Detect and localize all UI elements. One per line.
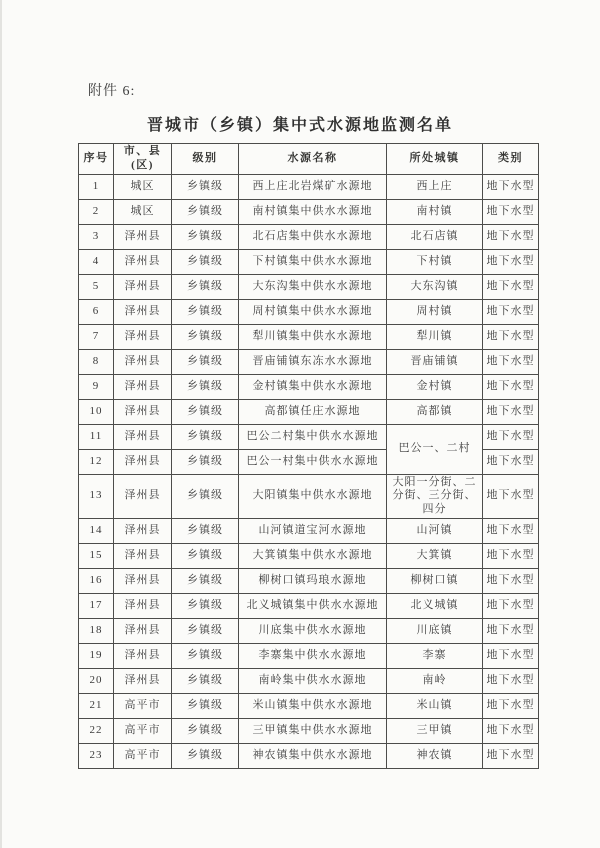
cell-county: 泽州县 [114,324,172,349]
table-row [79,374,539,399]
cell-level: 乡镇级 [172,174,239,199]
cell-seq: 23 [79,743,114,768]
cell-county: 泽州县 [114,399,172,424]
cell-category: 地下水型 [483,174,539,199]
cell-category: 地下水型 [483,568,539,593]
cell-town: 周村镇 [387,299,483,324]
cell-level: 乡镇级 [172,299,239,324]
cell-county: 泽州县 [114,668,172,693]
table-row [79,224,539,249]
cell-level: 乡镇级 [172,199,239,224]
cell-seq: 7 [79,324,114,349]
table-row [79,643,539,668]
cell-county: 城区 [114,174,172,199]
cell-seq: 10 [79,399,114,424]
cell-county: 高平市 [114,743,172,768]
cell-county: 泽州县 [114,299,172,324]
cell-level: 乡镇级 [172,449,239,474]
cell-category: 地下水型 [483,518,539,543]
cell-level: 乡镇级 [172,374,239,399]
cell-town: 南岭 [387,668,483,693]
cell-category: 地下水型 [483,593,539,618]
cell-county: 泽州县 [114,374,172,399]
cell-category: 地下水型 [483,643,539,668]
cell-source: 神农镇集中供水水源地 [239,743,387,768]
cell-county: 泽州县 [114,643,172,668]
cell-source: 西上庄北岩煤矿水源地 [239,174,387,199]
cell-town: 晋庙铺镇 [387,349,483,374]
cell-county: 泽州县 [114,224,172,249]
cell-level: 乡镇级 [172,618,239,643]
cell-level: 乡镇级 [172,568,239,593]
cell-seq: 19 [79,643,114,668]
table-row [79,399,539,424]
cell-town: 金村镇 [387,374,483,399]
cell-level: 乡镇级 [172,543,239,568]
table-row [79,349,539,374]
table-row [79,424,539,449]
cell-level: 乡镇级 [172,693,239,718]
cell-county: 泽州县 [114,249,172,274]
cell-seq: 18 [79,618,114,643]
cell-level: 乡镇级 [172,474,239,518]
cell-source: 大箕镇集中供水水源地 [239,543,387,568]
cell-county: 泽州县 [114,518,172,543]
cell-source: 高都镇任庄水源地 [239,399,387,424]
cell-county: 泽州县 [114,568,172,593]
cell-category: 地下水型 [483,718,539,743]
cell-category: 地下水型 [483,449,539,474]
cell-seq: 20 [79,668,114,693]
cell-county: 泽州县 [114,349,172,374]
cell-level: 乡镇级 [172,249,239,274]
cell-seq: 22 [79,718,114,743]
table-row [79,174,539,199]
header-level: 级别 [172,144,239,175]
attachment-label: 附件 6: [88,84,136,99]
cell-source: 金村镇集中供水水源地 [239,374,387,399]
cell-town: 高都镇 [387,399,483,424]
table-row [79,299,539,324]
cell-level: 乡镇级 [172,324,239,349]
cell-seq: 17 [79,593,114,618]
cell-source: 巴公一村集中供水水源地 [239,449,387,474]
table-header-row [79,144,539,175]
cell-category: 地下水型 [483,399,539,424]
cell-county: 泽州县 [114,543,172,568]
cell-seq: 8 [79,349,114,374]
cell-source: 犁川镇集中供水水源地 [239,324,387,349]
cell-level: 乡镇级 [172,224,239,249]
cell-town: 南村镇 [387,199,483,224]
table-row [79,568,539,593]
cell-county: 泽州县 [114,618,172,643]
cell-source: 米山镇集中供水水源地 [239,693,387,718]
table-row [79,618,539,643]
cell-seq: 11 [79,424,114,449]
table-row [79,474,539,518]
cell-category: 地下水型 [483,224,539,249]
cell-county: 泽州县 [114,274,172,299]
cell-level: 乡镇级 [172,743,239,768]
table-row [79,249,539,274]
cell-level: 乡镇级 [172,518,239,543]
cell-seq: 13 [79,474,114,518]
table-row [79,668,539,693]
cell-category: 地下水型 [483,618,539,643]
cell-source: 南岭集中供水水源地 [239,668,387,693]
cell-town: 犁川镇 [387,324,483,349]
cell-source: 李寨集中供水水源地 [239,643,387,668]
cell-level: 乡镇级 [172,424,239,449]
header-county: 市、县(区) [114,144,172,175]
cell-town: 北石店镇 [387,224,483,249]
cell-source: 川底集中供水水源地 [239,618,387,643]
cell-source: 晋庙铺镇东冻水水源地 [239,349,387,374]
table-row [79,743,539,768]
cell-town: 李寨 [387,643,483,668]
header-category: 类别 [483,144,539,175]
cell-seq: 14 [79,518,114,543]
cell-category: 地下水型 [483,743,539,768]
cell-level: 乡镇级 [172,643,239,668]
cell-category: 地下水型 [483,693,539,718]
cell-seq: 3 [79,224,114,249]
cell-source: 三甲镇集中供水水源地 [239,718,387,743]
table-row [79,199,539,224]
cell-category: 地下水型 [483,543,539,568]
cell-seq: 12 [79,449,114,474]
header-seq: 序号 [79,144,114,175]
header-source: 水源名称 [239,144,387,175]
cell-category: 地下水型 [483,299,539,324]
cell-source: 北石店集中供水水源地 [239,224,387,249]
cell-county: 泽州县 [114,449,172,474]
cell-town: 大箕镇 [387,543,483,568]
cell-category: 地下水型 [483,199,539,224]
cell-source: 南村镇集中供水水源地 [239,199,387,224]
cell-county: 高平市 [114,693,172,718]
table-row [79,274,539,299]
cell-seq: 5 [79,274,114,299]
cell-town: 下村镇 [387,249,483,274]
water-source-table [78,143,539,769]
cell-seq: 2 [79,199,114,224]
cell-level: 乡镇级 [172,593,239,618]
cell-level: 乡镇级 [172,668,239,693]
cell-seq: 1 [79,174,114,199]
cell-category: 地下水型 [483,474,539,518]
cell-level: 乡镇级 [172,349,239,374]
cell-county: 泽州县 [114,593,172,618]
table-row [79,593,539,618]
cell-town: 柳树口镇 [387,568,483,593]
cell-source: 大东沟集中供水水源地 [239,274,387,299]
cell-category: 地下水型 [483,274,539,299]
cell-category: 地下水型 [483,668,539,693]
cell-town: 大东沟镇 [387,274,483,299]
cell-town: 三甲镇 [387,718,483,743]
cell-seq: 6 [79,299,114,324]
cell-source: 周村镇集中供水水源地 [239,299,387,324]
cell-town: 川底镇 [387,618,483,643]
cell-source: 巴公二村集中供水水源地 [239,424,387,449]
cell-category: 地下水型 [483,249,539,274]
cell-source: 大阳镇集中供水水源地 [239,474,387,518]
cell-level: 乡镇级 [172,399,239,424]
cell-county: 泽州县 [114,424,172,449]
cell-town: 大阳一分街、二分街、三分街、四分 [387,474,483,518]
cell-seq: 16 [79,568,114,593]
cell-category: 地下水型 [483,374,539,399]
page-title: 晋城市（乡镇）集中式水源地监测名单 [146,117,453,134]
cell-source: 柳树口镇玛琅水源地 [239,568,387,593]
cell-level: 乡镇级 [172,718,239,743]
cell-seq: 15 [79,543,114,568]
cell-county: 高平市 [114,718,172,743]
table-row [79,543,539,568]
cell-seq: 4 [79,249,114,274]
cell-town-merged: 巴公一、二村 [387,424,483,474]
cell-town: 西上庄 [387,174,483,199]
cell-county: 城区 [114,199,172,224]
cell-category: 地下水型 [483,349,539,374]
cell-seq: 9 [79,374,114,399]
cell-seq: 21 [79,693,114,718]
cell-town: 山河镇 [387,518,483,543]
cell-source: 山河镇道宝河水源地 [239,518,387,543]
cell-county: 泽州县 [114,474,172,518]
cell-category: 地下水型 [483,424,539,449]
cell-category: 地下水型 [483,324,539,349]
table-row [79,324,539,349]
cell-town: 神农镇 [387,743,483,768]
cell-town: 米山镇 [387,693,483,718]
header-town: 所处城镇 [387,144,483,175]
table-row [79,718,539,743]
table-row [79,518,539,543]
cell-source: 下村镇集中供水水源地 [239,249,387,274]
cell-level: 乡镇级 [172,274,239,299]
cell-source: 北义城镇集中供水水源地 [239,593,387,618]
cell-town: 北义城镇 [387,593,483,618]
table-row [79,693,539,718]
